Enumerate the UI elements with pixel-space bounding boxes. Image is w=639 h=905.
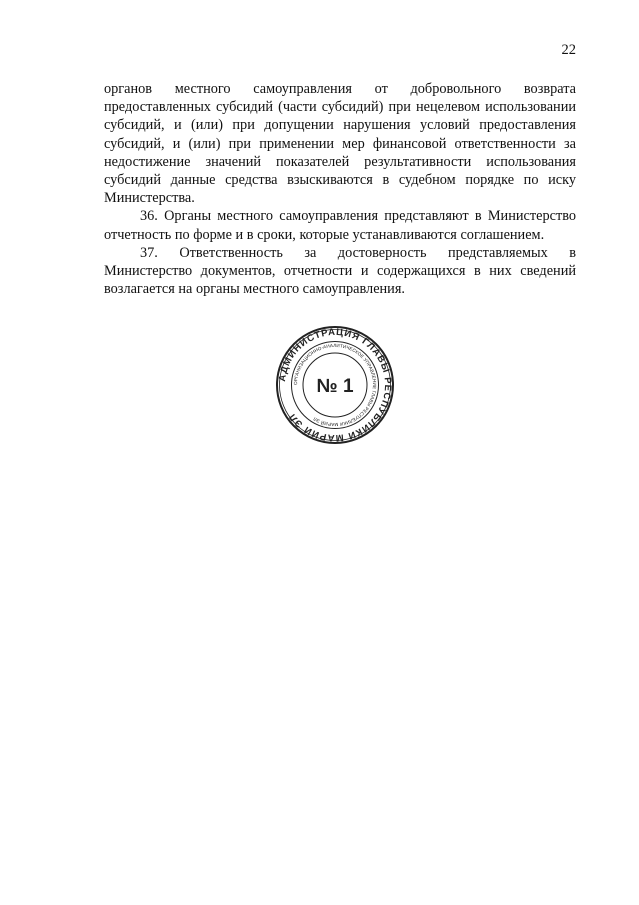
stamp-seal-graphic [275,325,395,445]
stamp-number: № 1 [316,376,354,397]
page-number: 22 [561,42,576,58]
stamp-outer-textpath: АДМИНИСТРАЦИЯ ГЛАВЫ РЕСПУБЛИКИ МАРИЙ ЭЛ [277,326,394,444]
paragraph-37: 37. Ответственность за достоверность представляемых в Министерство документов, отчетности и содержащихся в них сведений возлагается на органы местного самоуправления. [104,244,576,298]
document-body [104,80,576,298]
stamp-inner-textpath: ОРГАНИЗАЦИОННО-АНАЛИТИЧЕСКОЕ УПРАВЛЕНИЕ ГЛАВЫ РЕСПУБЛИКИ МАРИЙ ЭЛ [292,342,378,428]
official-stamp [275,325,395,445]
paragraph-36: 36. Органы местного самоуправления представляют в Министерство отчетность по форме и в сроки, которые устанавливаются соглашением. [104,208,576,243]
paragraph-continuation: органов местного самоуправления от добровольного возврата предоставленных субсидий (части субсидий) при нецелевом использовании субсидий, и (или) при допущении нарушения условий предоставления субсидий, и (или) при применении мер финансовой ответственности за недостижение значений показателей результативности использования субсидий данные средства взыскиваются в судебном порядке по иску Министерства. [104,81,576,207]
